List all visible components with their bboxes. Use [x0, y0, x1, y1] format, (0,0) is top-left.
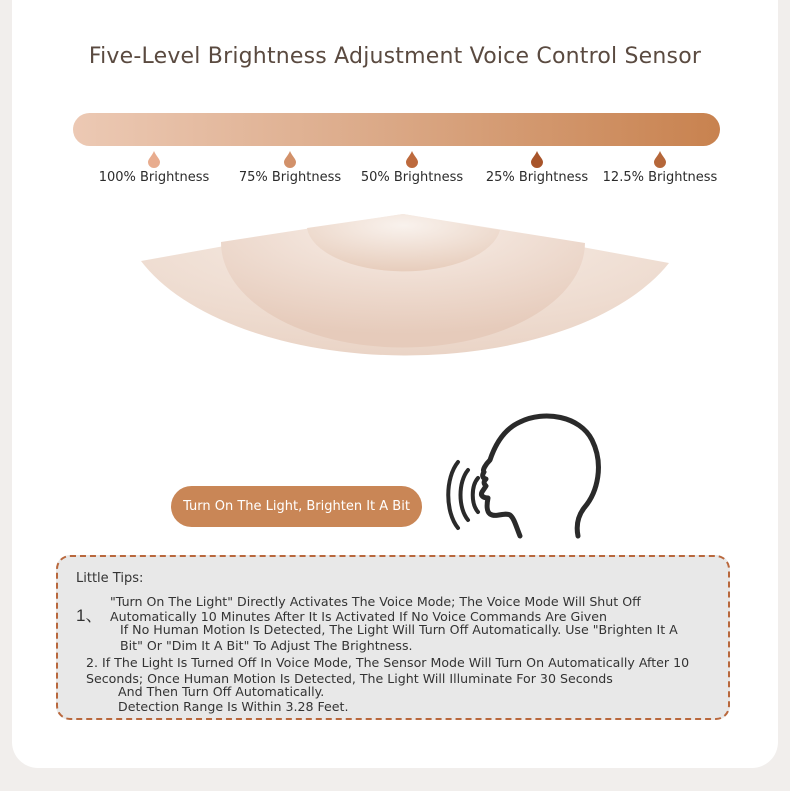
tips-title: Little Tips: [76, 571, 144, 586]
tips-box [56, 555, 730, 720]
tip-line: Detection Range Is Within 3.28 Feet. [118, 699, 349, 714]
level-label: 75% Brightness [238, 170, 342, 185]
tip-line: "Turn On The Light" Directly Activates The Voice Mode; The Voice Mode Will Shut Off [110, 594, 641, 609]
tip-line: Automatically 10 Minutes After It Is Activated If No Voice Commands Are Given [110, 609, 607, 624]
voice-command-pill: Turn On The Light, Brighten It A Bit [171, 486, 422, 527]
tip-line: If No Human Motion Is Detected, The Light Will Turn Off Automatically. Use "Brighten It A [120, 622, 678, 637]
level-label: 25% Brightness [485, 170, 589, 185]
page-title: Five-Level Brightness Adjustment Voice Control Sensor [88, 44, 702, 69]
level-label: 100% Brightness [98, 170, 210, 185]
tip-line: 2. If The Light Is Turned Off In Voice Mode, The Sensor Mode Will Turn On Automatically After 10 [86, 655, 690, 670]
level-label: 50% Brightness [360, 170, 464, 185]
tip-line: Seconds; Once Human Motion Is Detected, The Light Will Illuminate For 30 Seconds [86, 671, 613, 686]
level-label: 12.5% Brightness [602, 170, 718, 185]
tip-number-1: 1、 [76, 606, 103, 625]
tip-line: Bit" Or "Dim It A Bit" To Adjust The Brightness. [120, 638, 413, 653]
speaking-head-icon [440, 408, 610, 543]
tip-line: And Then Turn Off Automatically. [118, 684, 325, 699]
